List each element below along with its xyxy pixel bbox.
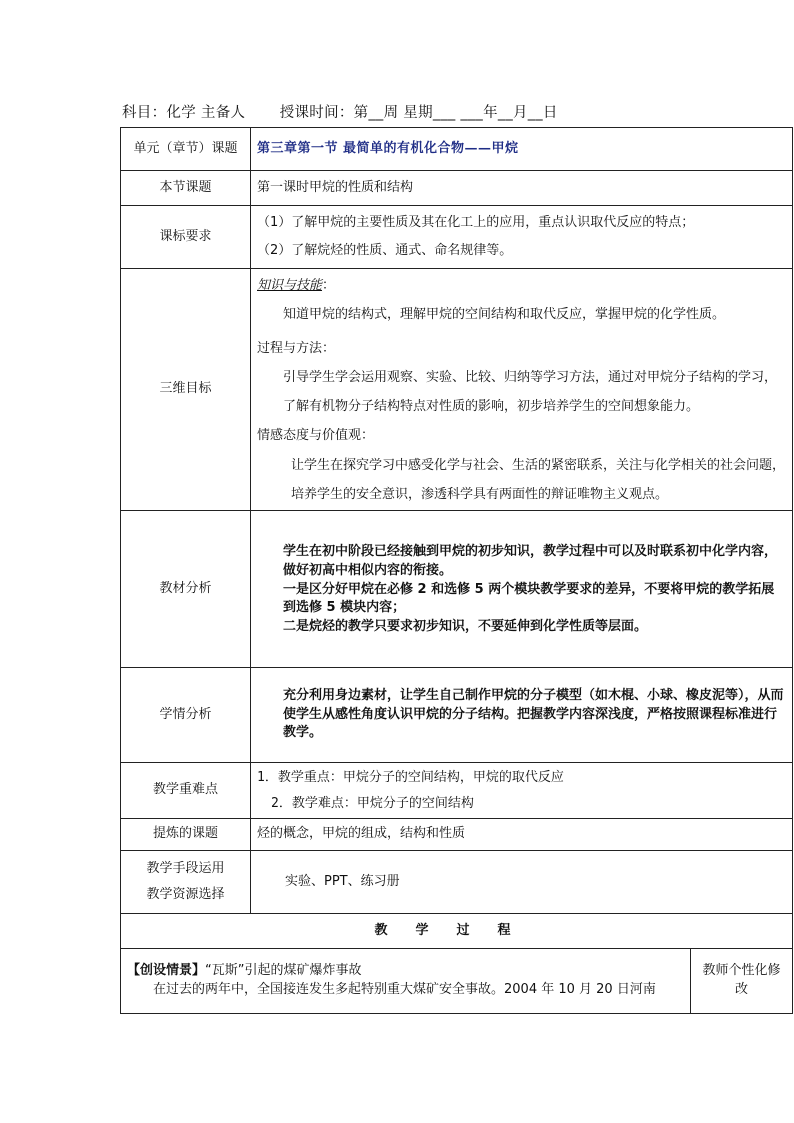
row-students bbox=[121, 668, 793, 763]
students-paragraph: 充分利用身边素材，让学生自己制作甲烷的分子模型（如木棍、小球、橡皮泥等），从而使学生从感性角度认识甲烷的分子结构。把握教学内容深浅度，严格按照课程标准进行教学。 bbox=[283, 687, 784, 741]
section-title: 第一课时甲烷的性质和结构 bbox=[251, 171, 793, 206]
process-intro bbox=[121, 949, 691, 1014]
goal-attitude-title: 情感态度与价值观： bbox=[257, 428, 375, 444]
topic-value: 烃的概念，甲烷的组成，结构和性质 bbox=[251, 819, 793, 851]
material-paragraph: 学生在初中阶段已经接触到甲烷的初步知识，教学过程中可以及时联系初中化学内容，做好初高中相似内容的衔接。 bbox=[283, 543, 778, 578]
label-students: 学情分析 bbox=[121, 668, 251, 763]
row-key-points bbox=[121, 763, 793, 819]
schedule-info: 授课时间：第__周 星期___ ___年__月__日 bbox=[279, 105, 558, 121]
label-resources-line: 教学手段运用 bbox=[146, 861, 225, 876]
row-goals bbox=[121, 269, 793, 511]
material-paragraph: 一是区分好甲烷在必修 2 和选修 5 两个模块教学要求的差异，不要将甲烷的教学拓展到选修 5 模块内容； bbox=[283, 581, 775, 616]
goal-knowledge-colon: ： bbox=[322, 278, 336, 293]
curriculum-item: （1）了解甲烷的主要性质及其在化工上的应用，重点认识取代反应的特点； bbox=[257, 215, 695, 230]
goal-method-text: 引导学生学会运用观察、实验、比较、归纳等学习方法，通过对甲烷分子结构的学习，了解有机物分子结构特点对性质的影响，初步培养学生的空间想象能力。 bbox=[283, 369, 778, 414]
row-topic bbox=[121, 819, 793, 851]
chapter-title: 第三章第一节 最简单的有机化合物——甲烷 bbox=[251, 128, 793, 171]
intro-topic: “瓦斯”引起的煤矿爆炸事故 bbox=[205, 963, 362, 979]
row-chapter bbox=[121, 128, 793, 171]
goal-method-title: 过程与方法： bbox=[257, 340, 336, 356]
row-section bbox=[121, 171, 793, 206]
intro-tag: 【创设情景】 bbox=[127, 963, 206, 979]
goal-knowledge-text: 知道甲烷的结构式，理解甲烷的空间结构和取代反应，掌握甲烷的化学性质。 bbox=[283, 307, 726, 323]
key-point-number: 2． bbox=[271, 795, 292, 811]
label-resources-line: 教学资源选择 bbox=[146, 887, 225, 902]
row-curriculum bbox=[121, 206, 793, 269]
students-content bbox=[251, 668, 793, 763]
key-point-difficulty: 教学难点：甲烷分子的空间结构 bbox=[291, 795, 474, 811]
label-topic: 提炼的课题 bbox=[121, 819, 251, 851]
row-process-title bbox=[121, 914, 793, 949]
label-key-points: 教学重难点 bbox=[121, 763, 251, 819]
material-paragraph: 二是烷烃的教学只要求初步知识，不要延伸到化学性质等层面。 bbox=[283, 619, 648, 635]
goal-knowledge-title: 知识与技能 bbox=[257, 278, 323, 293]
label-section: 本节课题 bbox=[121, 171, 251, 206]
lesson-plan-table bbox=[120, 127, 793, 1014]
goals-content bbox=[251, 269, 793, 511]
resources-value: 实验、PPT、练习册 bbox=[251, 851, 793, 914]
row-resources bbox=[121, 851, 793, 914]
process-title: 教学过程 bbox=[121, 914, 793, 949]
subject-info: 科目：化学 主备人 bbox=[122, 105, 246, 121]
row-material bbox=[121, 511, 793, 668]
key-points-content bbox=[251, 763, 793, 819]
label-chapter: 单元（章节）课题 bbox=[121, 128, 251, 171]
label-curriculum: 课标要求 bbox=[121, 206, 251, 269]
label-goals: 三维目标 bbox=[121, 269, 251, 511]
row-process-intro bbox=[121, 949, 793, 1014]
key-point-number: 1． bbox=[257, 770, 278, 786]
goal-attitude-text: 让学生在探究学习中感受化学与社会、生活的紧密联系，关注与化学相关的社会问题，培养学生的安全意识，渗透科学具有两面性的辩证唯物主义观点。 bbox=[291, 457, 786, 502]
key-point-focus: 教学重点：甲烷分子的空间结构，甲烷的取代反应 bbox=[277, 770, 564, 786]
intro-text: 在过去的两年中，全国接连发生多起特别重大煤矿安全事故。2004 年 10 月 20 日河南 bbox=[153, 982, 656, 997]
teacher-note-header: 教师个性化修改 bbox=[691, 949, 793, 1014]
lesson-header bbox=[122, 101, 682, 122]
material-content bbox=[251, 511, 793, 668]
label-resources bbox=[121, 851, 251, 914]
curriculum-item: （2）了解烷烃的性质、通式、命名规律等。 bbox=[257, 243, 513, 258]
label-material: 教材分析 bbox=[121, 511, 251, 668]
curriculum-content bbox=[251, 206, 793, 269]
